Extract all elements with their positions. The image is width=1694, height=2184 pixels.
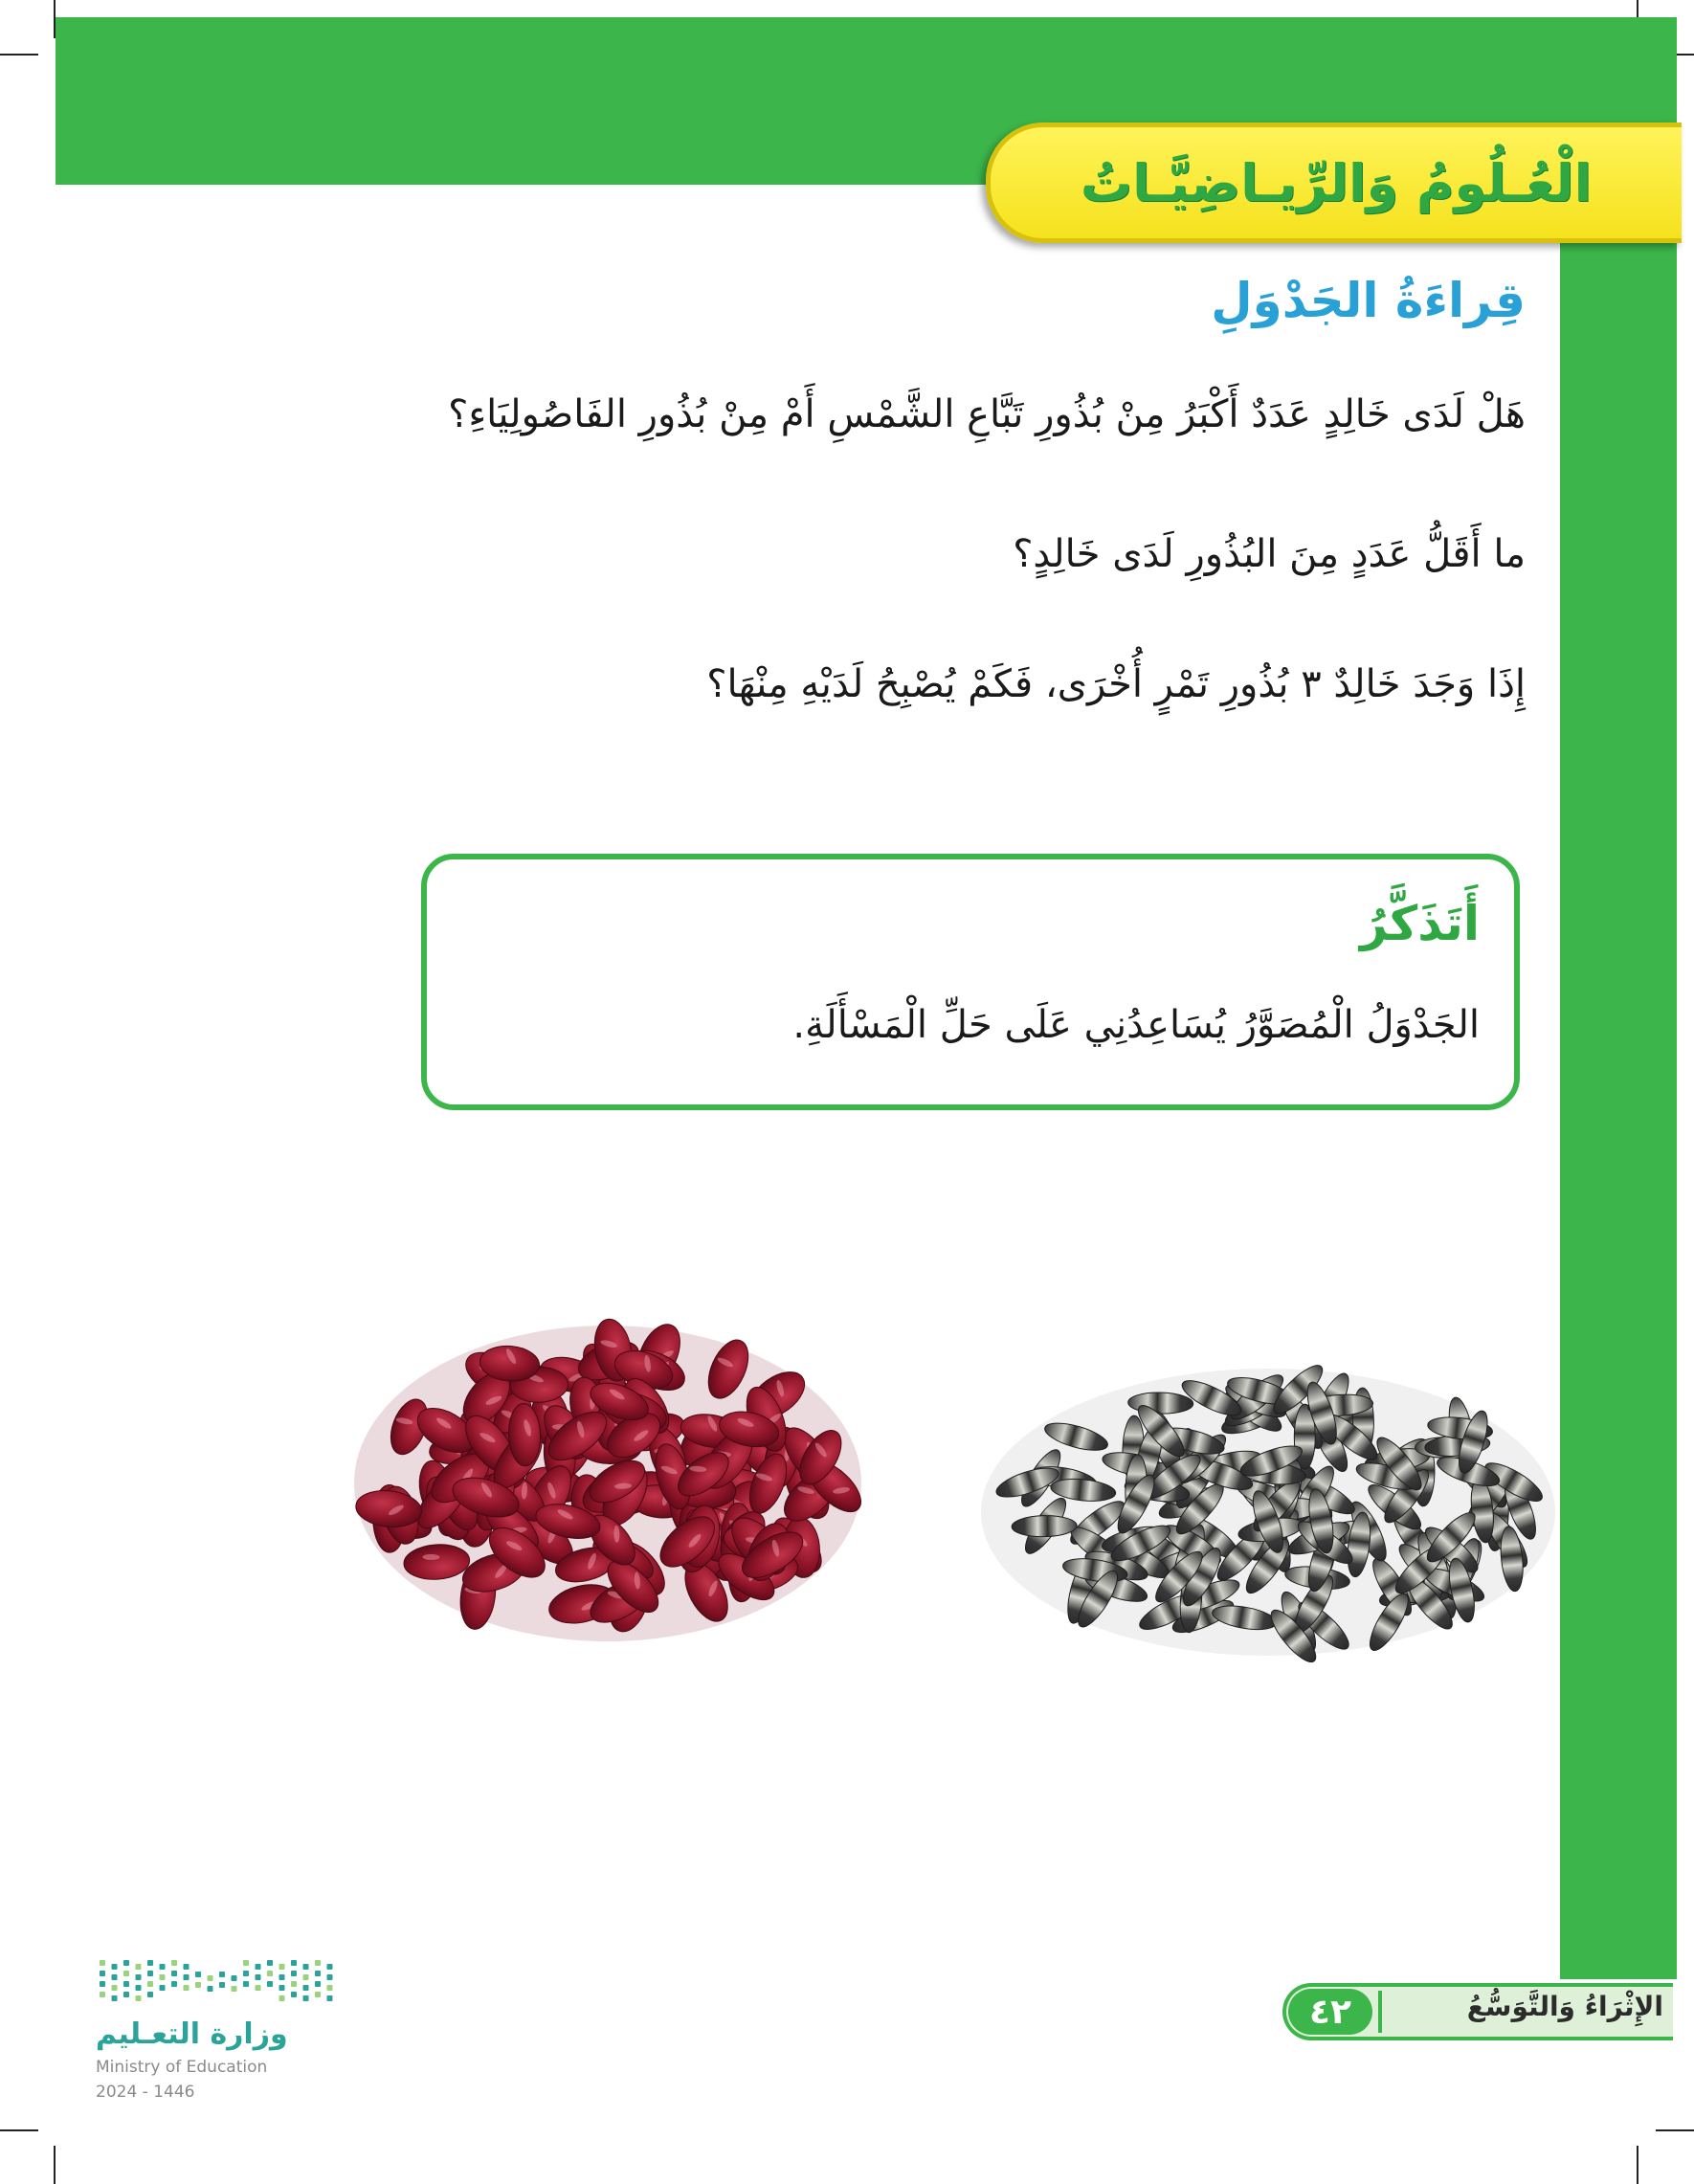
logo-dot bbox=[171, 1971, 177, 1976]
content-panel bbox=[56, 185, 1560, 2166]
logo-dot bbox=[303, 1985, 309, 1991]
logo-dot bbox=[123, 1981, 129, 1987]
logo-dot bbox=[160, 1964, 166, 1970]
crop-mark bbox=[1637, 2146, 1638, 2184]
logo-dot bbox=[267, 1981, 273, 1987]
logo-dot bbox=[291, 1992, 297, 1997]
page-number: ٤٢ bbox=[1288, 1989, 1372, 2035]
logo-dot bbox=[171, 1981, 177, 1987]
logo-dot bbox=[184, 1985, 189, 1991]
logo-dot bbox=[315, 1981, 321, 1987]
logo-dot bbox=[184, 1964, 189, 1970]
logo-dot bbox=[279, 1964, 285, 1970]
logo-dot bbox=[232, 1975, 237, 1981]
logo-dot bbox=[147, 1981, 153, 1987]
logo-dot bbox=[160, 1974, 166, 1980]
logo-dot bbox=[303, 1974, 309, 1980]
logo-dot bbox=[171, 1960, 177, 1966]
logo-dot bbox=[327, 1995, 333, 2001]
page-label: الإِثْرَاءُ وَالتَّوَسُّعُ bbox=[1466, 1991, 1663, 2022]
side-green-band bbox=[1560, 17, 1677, 1979]
logo-dot bbox=[279, 1985, 285, 1991]
logo-dot bbox=[112, 1995, 118, 2001]
crop-mark bbox=[0, 2129, 38, 2131]
logo-dot bbox=[267, 1971, 273, 1976]
ministry-name-english: Ministry of Education bbox=[96, 2058, 268, 2077]
logo-dot bbox=[123, 1971, 129, 1976]
logo-dot bbox=[123, 1960, 129, 1966]
ministry-logo-icon bbox=[96, 1952, 345, 2014]
remember-box bbox=[421, 854, 1520, 1110]
logo-dot bbox=[303, 1995, 309, 2001]
logo-dot bbox=[232, 1986, 237, 1992]
tab-divider bbox=[1378, 1991, 1382, 2033]
logo-dot bbox=[256, 1985, 261, 1991]
logo-dot bbox=[147, 1992, 153, 1997]
crop-mark bbox=[1656, 2129, 1694, 2131]
logo-dot bbox=[291, 1971, 297, 1976]
ministry-year: 2024 - 1446 bbox=[96, 2083, 195, 2102]
logo-dot bbox=[136, 1995, 142, 2001]
logo-dot bbox=[267, 1960, 273, 1966]
ministry-name-arabic: وزارة التعـليم bbox=[96, 2017, 288, 2051]
question-1: هَلْ لَدَى خَالِدٍ عَدَدٌ أَكْبَرُ مِنْ بُذُورِ تَبَّاعِ الشَّمْسِ أَمْ مِنْ بُذُورِ الفَاصُولِيَاءِ؟ bbox=[448, 392, 1526, 436]
logo-dot bbox=[291, 1981, 297, 1987]
logo-dot bbox=[100, 1960, 105, 1966]
logo-dot bbox=[327, 1964, 333, 1970]
logo-dot bbox=[136, 1985, 142, 1991]
logo-dot bbox=[243, 1960, 249, 1966]
logo-dot bbox=[160, 1985, 166, 1991]
logo-dot bbox=[147, 1971, 153, 1976]
logo-dot bbox=[279, 1974, 285, 1980]
logo-dot bbox=[208, 1975, 213, 1981]
logo-dot bbox=[243, 1971, 249, 1976]
logo-dot bbox=[195, 1982, 201, 1988]
logo-dot bbox=[315, 1971, 321, 1976]
logo-dot bbox=[303, 1964, 309, 1970]
logo-dot bbox=[123, 1992, 129, 1997]
logo-dot bbox=[100, 1981, 105, 1987]
logo-dot bbox=[112, 1964, 118, 1970]
logo-dot bbox=[256, 1964, 261, 1970]
logo-dot bbox=[112, 1974, 118, 1980]
remember-title: أَتَذَكَّرُ bbox=[1360, 896, 1480, 951]
crop-mark bbox=[0, 54, 38, 56]
sunflower-seeds-image bbox=[952, 1330, 1565, 1675]
logo-dot bbox=[327, 1985, 333, 1991]
question-3: إِذَا وَجَدَ خَالِدٌ ٣ بُذُورِ تَمْرٍ أُخْرَى، فَكَمْ يُصْبِحُ لَدَيْهِ مِنْهَا؟ bbox=[706, 662, 1526, 706]
logo-dot bbox=[136, 1964, 142, 1970]
logo-dot bbox=[291, 1960, 297, 1966]
logo-dot bbox=[243, 1981, 249, 1987]
kidney-beans-image bbox=[340, 1292, 876, 1656]
logo-dot bbox=[147, 1960, 153, 1966]
logo-dot bbox=[315, 1992, 321, 1997]
subject-banner bbox=[986, 123, 1682, 243]
logo-dot bbox=[184, 1974, 189, 1980]
logo-dot bbox=[219, 1982, 225, 1988]
logo-dot bbox=[279, 1995, 285, 2001]
logo-dot bbox=[136, 1974, 142, 1980]
remember-text: الجَدْوَلُ الْمُصَوَّرُ يُسَاعِدُنِي عَلَى حَلِّ الْمَسْأَلَةِ. bbox=[792, 1003, 1480, 1047]
logo-dot bbox=[195, 1972, 201, 1977]
logo-dot bbox=[315, 1960, 321, 1966]
logo-dot bbox=[112, 1985, 118, 1991]
banner-title: الْعُـلُومُ وَالرِّيـاضِيَّـاتُ bbox=[1080, 152, 1593, 213]
section-title: قِراءَةُ الجَدْوَلِ bbox=[1211, 273, 1526, 328]
question-2: ما أَقَلُّ عَدَدٍ مِنَ البُذُورِ لَدَى خَالِدٍ؟ bbox=[1013, 532, 1526, 576]
logo-dot bbox=[100, 1971, 105, 1976]
logo-dot bbox=[327, 1974, 333, 1980]
logo-dot bbox=[219, 1972, 225, 1977]
logo-dot bbox=[100, 1992, 105, 1997]
logo-dot bbox=[256, 1974, 261, 1980]
logo-dot bbox=[208, 1986, 213, 1992]
